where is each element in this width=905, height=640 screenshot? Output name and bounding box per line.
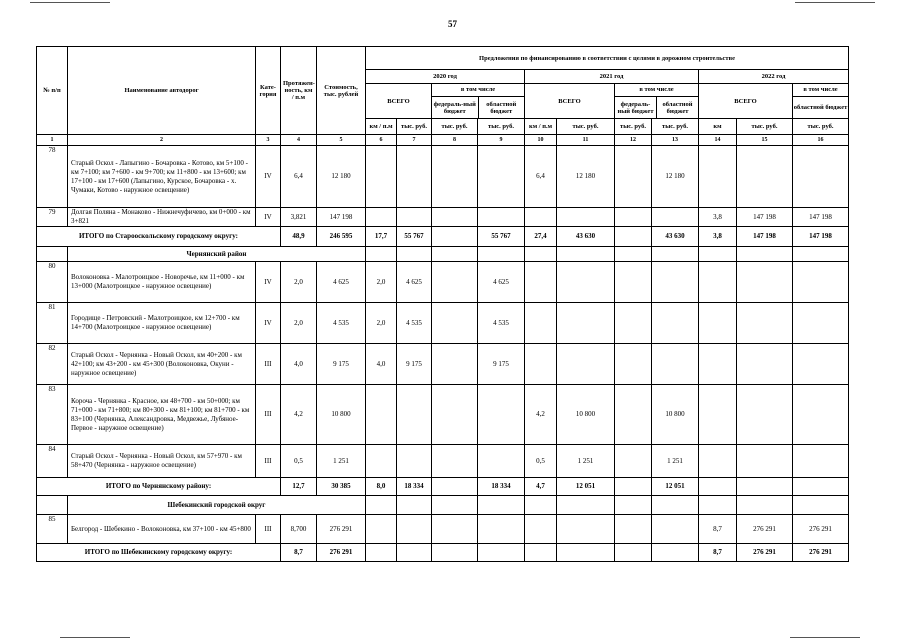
table-row (37, 344, 849, 385)
col-number: 1 (37, 135, 68, 146)
category: III (256, 385, 281, 445)
cell (615, 146, 652, 208)
cell (525, 344, 557, 385)
cell: 8,0 (366, 478, 397, 496)
col-number: 11 (557, 135, 615, 146)
cell: 147 198 (737, 227, 793, 247)
table-row (37, 303, 849, 344)
total-label: ИТОГО по Чернянскому району: (37, 478, 281, 496)
cell (432, 146, 478, 208)
total-label: ИТОГО по Шебекинскому городскому округу: (37, 544, 281, 562)
cell (652, 515, 699, 544)
road-name: Волоконовка - Малотроицкое - Новоречье, км 11+000 - км 13+000 (Малотроицкое - наружное освещение) (68, 262, 256, 303)
header-cost: Стоимость, тыс. рублей (317, 47, 366, 135)
cell: 12 180 (557, 146, 615, 208)
cell (397, 208, 432, 227)
unit-rub: тыс. руб. (478, 119, 525, 135)
cell (737, 262, 793, 303)
unit-rub: тыс. руб. (432, 119, 478, 135)
road-name: Старый Оскол - Лапыгино - Бочаровка - Котово, км 5+100 - км 7+100; км 7+600 - км 9+700; км 11+800 - км 13+600; км 17+100 - км 17+600 (Лапыгино, Курское, Бочаровка - х. Чумаки, Котово - наружное освещение) (68, 146, 256, 208)
cell (557, 303, 615, 344)
cell: 4 535 (478, 303, 525, 344)
cell: 10 800 (652, 385, 699, 445)
cell (525, 208, 557, 227)
cost: 9 175 (317, 344, 366, 385)
cell (699, 344, 737, 385)
length: 6,4 (281, 146, 317, 208)
cell: 276 291 (737, 515, 793, 544)
header-regional-2022: областной бюджет (793, 104, 848, 111)
cell (557, 515, 615, 544)
cell (737, 478, 793, 496)
cell: 4 535 (397, 303, 432, 344)
cell: 43 630 (652, 227, 699, 247)
cell: 12 051 (652, 478, 699, 496)
cell (432, 303, 478, 344)
cell: 2,0 (366, 262, 397, 303)
col-number: 16 (793, 135, 849, 146)
row-num: 84 (37, 445, 68, 478)
cell: 4 625 (478, 262, 525, 303)
col-number: 3 (256, 135, 281, 146)
total-cost: 246 595 (317, 227, 366, 247)
total-cost: 30 385 (317, 478, 366, 496)
cell (737, 303, 793, 344)
cell (432, 445, 478, 478)
road-name: Старый Оскол - Чернянка - Новый Оскол, км 40+200 - км 42+100; км 43+200 - км 45+300 (Волоконовка, Окуни - наружное освещение) (68, 344, 256, 385)
total-label: ИТОГО по Старооскольскому городскому округу: (37, 227, 281, 247)
cell (557, 262, 615, 303)
cell (652, 262, 699, 303)
cell (478, 146, 525, 208)
total-length: 12,7 (281, 478, 317, 496)
cell: 4,2 (525, 385, 557, 445)
cell (699, 385, 737, 445)
unit-km: км (699, 119, 737, 135)
row-num: 82 (37, 344, 68, 385)
cell (366, 515, 397, 544)
cell (699, 262, 737, 303)
cost: 276 291 (317, 515, 366, 544)
cell: 12 180 (652, 146, 699, 208)
cell (478, 445, 525, 478)
cell (615, 303, 652, 344)
length: 0,5 (281, 445, 317, 478)
header-including-2021 (615, 84, 699, 119)
cell (699, 445, 737, 478)
section-row (37, 496, 849, 515)
cell (432, 544, 478, 562)
header-num: № п/п (37, 47, 68, 135)
section-empty-cell (37, 247, 68, 262)
road-name: Долгая Поляна - Монаково - Нижнечуфичево, км 0+000 - км 3+821 (68, 208, 256, 227)
cell (432, 262, 478, 303)
table-row (37, 515, 849, 544)
header-year-2021: 2021 год (525, 70, 699, 84)
cost: 147 198 (317, 208, 366, 227)
cell (793, 146, 849, 208)
header-including-2020 (432, 84, 525, 119)
road-name: Белгород - Шебекино - Волоконовка, км 37+100 - км 45+800 (68, 515, 256, 544)
cell (432, 344, 478, 385)
col-number: 9 (478, 135, 525, 146)
cell: 4,0 (366, 344, 397, 385)
cell: 3,8 (699, 227, 737, 247)
unit-rub: тыс. руб. (652, 119, 699, 135)
unit-rub: тыс. руб. (793, 119, 849, 135)
header-length: Протяжен-ность, км / п.м (281, 47, 317, 135)
cell (397, 146, 432, 208)
cell: 55 767 (478, 227, 525, 247)
road-name: Старый Оскол - Чернянка - Новый Оскол, км 57+970 - км 58+470 (Чернянка - наружное освещение) (68, 445, 256, 478)
cell (366, 544, 397, 562)
cell (793, 445, 849, 478)
cell (793, 262, 849, 303)
row-num: 78 (37, 146, 68, 208)
cell (366, 208, 397, 227)
cell: 1 251 (557, 445, 615, 478)
bottom-rule-right (790, 637, 860, 638)
cell: 1 251 (652, 445, 699, 478)
unit-rub: тыс. руб. (397, 119, 432, 135)
section-title-chernyansky: Чернянский район (68, 247, 366, 262)
cell (366, 445, 397, 478)
cell: 8,7 (699, 544, 737, 562)
length: 3,821 (281, 208, 317, 227)
cell (478, 544, 525, 562)
col-number: 2 (68, 135, 256, 146)
cell: 27,4 (525, 227, 557, 247)
cell (652, 303, 699, 344)
bottom-rule-left (60, 637, 130, 638)
cell: 147 198 (793, 208, 849, 227)
cell (478, 385, 525, 445)
col-number: 12 (615, 135, 652, 146)
cell: 4,7 (525, 478, 557, 496)
unit-km: км / п.м (366, 119, 397, 135)
category: IV (256, 303, 281, 344)
cell: 2,0 (366, 303, 397, 344)
cell: 43 630 (557, 227, 615, 247)
cell (432, 208, 478, 227)
header-federal-2020: федераль-ный бюджет (432, 97, 479, 118)
col-number: 7 (397, 135, 432, 146)
length: 8,700 (281, 515, 317, 544)
table-row (37, 146, 849, 208)
cell (478, 208, 525, 227)
page-number: 57 (448, 19, 457, 29)
header-including-2021-label: в том числе (615, 84, 698, 97)
col-number: 5 (317, 135, 366, 146)
cell: 9 175 (478, 344, 525, 385)
cell (366, 385, 397, 445)
section-row (37, 247, 849, 262)
row-num: 81 (37, 303, 68, 344)
cost: 12 180 (317, 146, 366, 208)
cell (615, 262, 652, 303)
total-length: 8,7 (281, 544, 317, 562)
col-number: 6 (366, 135, 397, 146)
cost: 4 625 (317, 262, 366, 303)
cost: 1 251 (317, 445, 366, 478)
col-number: 8 (432, 135, 478, 146)
category: III (256, 515, 281, 544)
cell (737, 385, 793, 445)
col-number: 13 (652, 135, 699, 146)
cell: 9 175 (397, 344, 432, 385)
cell (793, 478, 849, 496)
cell (525, 544, 557, 562)
cell (699, 146, 737, 208)
category: III (256, 445, 281, 478)
total-row-chernyansky (37, 478, 849, 496)
cell (615, 445, 652, 478)
header-proposals: Предложения по финансированию в соответствии с целями в дорожном строительстве (366, 47, 849, 70)
header-total-2022: ВСЕГО (699, 84, 793, 119)
length: 2,0 (281, 262, 317, 303)
length: 4,2 (281, 385, 317, 445)
table-row (37, 208, 849, 227)
header-category: Кате-гория (256, 47, 281, 135)
cell: 18 334 (397, 478, 432, 496)
cell (525, 262, 557, 303)
unit-rub: тыс. руб. (557, 119, 615, 135)
header-year-2020: 2020 год (366, 70, 525, 84)
cell (525, 303, 557, 344)
length: 4,0 (281, 344, 317, 385)
cell (397, 515, 432, 544)
cell: 10 800 (557, 385, 615, 445)
top-rule-right (795, 2, 875, 3)
header-federal-2021: федераль-ный бюджет (615, 97, 657, 118)
cell: 147 198 (737, 208, 793, 227)
cell (699, 478, 737, 496)
cell (432, 478, 478, 496)
cell (557, 344, 615, 385)
cell (652, 344, 699, 385)
category: III (256, 344, 281, 385)
cell: 276 291 (793, 515, 849, 544)
cell: 3,8 (699, 208, 737, 227)
cost: 4 535 (317, 303, 366, 344)
total-row-stary-oskol (37, 227, 849, 247)
cell (615, 544, 652, 562)
table-row (37, 262, 849, 303)
cost: 10 800 (317, 385, 366, 445)
category: IV (256, 208, 281, 227)
header-including-2022 (793, 84, 849, 119)
section-empty-cell (37, 496, 68, 515)
row-num: 80 (37, 262, 68, 303)
top-rule-left (30, 2, 110, 3)
category: IV (256, 262, 281, 303)
header-including-2022-label: в том числе (793, 84, 848, 97)
category: IV (256, 146, 281, 208)
header-regional-2020: областной бюджет (486, 100, 517, 115)
row-num: 83 (37, 385, 68, 445)
header-total-2020: ВСЕГО (366, 84, 432, 119)
cell: 17,7 (366, 227, 397, 247)
col-number: 15 (737, 135, 793, 146)
cell (557, 544, 615, 562)
financing-table (36, 46, 849, 562)
cell (793, 385, 849, 445)
cell (557, 208, 615, 227)
cell (615, 227, 652, 247)
cell (615, 385, 652, 445)
table-row (37, 445, 849, 478)
cell: 147 198 (793, 227, 849, 247)
cell (615, 515, 652, 544)
unit-rub: тыс. руб. (615, 119, 652, 135)
unit-km: км / п.м (525, 119, 557, 135)
col-number: 4 (281, 135, 317, 146)
row-num: 79 (37, 208, 68, 227)
header-name: Наименование автодорог (68, 47, 256, 135)
cell: 55 767 (397, 227, 432, 247)
cell: 18 334 (478, 478, 525, 496)
cell: 4 625 (397, 262, 432, 303)
cell (397, 544, 432, 562)
cell (397, 445, 432, 478)
unit-rub: тыс. руб. (737, 119, 793, 135)
cell: 276 291 (737, 544, 793, 562)
cell (699, 303, 737, 344)
cell: 0,5 (525, 445, 557, 478)
section-title-shebekino: Шебекинский городской округ (68, 496, 366, 515)
cell: 6,4 (525, 146, 557, 208)
cell (525, 515, 557, 544)
header-total-2021: ВСЕГО (525, 84, 615, 119)
cell: 12 051 (557, 478, 615, 496)
cell (793, 344, 849, 385)
cell (432, 515, 478, 544)
length: 2,0 (281, 303, 317, 344)
header-including-2020-label: в том числе (432, 84, 524, 97)
road-name: Короча - Чернянка - Красное, км 48+700 - км 50+000; км 71+000 - км 71+800; км 80+300 - км 81+100; км 81+700 - км 83+100 (Чернянка, Александровка, Медвежье, Лубяное-Первое - наружное освещение) (68, 385, 256, 445)
cell (432, 385, 478, 445)
cell (737, 146, 793, 208)
table-row (37, 385, 849, 445)
col-number: 10 (525, 135, 557, 146)
cell (615, 208, 652, 227)
cell (652, 208, 699, 227)
cell (652, 544, 699, 562)
total-cost: 276 291 (317, 544, 366, 562)
cell (615, 478, 652, 496)
cell (432, 227, 478, 247)
col-number: 14 (699, 135, 737, 146)
cell (737, 445, 793, 478)
header-regional-2021: областной бюджет (662, 100, 693, 115)
cell (366, 146, 397, 208)
cell: 8,7 (699, 515, 737, 544)
row-num: 85 (37, 515, 68, 544)
header-year-2022: 2022 год (699, 70, 849, 84)
road-name: Городище - Петровский - Малотроицкое, км 12+700 - км 14+700 (Малотроицкое - наружное освещение) (68, 303, 256, 344)
cell (397, 385, 432, 445)
total-row-shebekino (37, 544, 849, 562)
cell (793, 303, 849, 344)
cell (478, 515, 525, 544)
cell (737, 344, 793, 385)
total-length: 48,9 (281, 227, 317, 247)
cell: 276 291 (793, 544, 849, 562)
cell (615, 344, 652, 385)
